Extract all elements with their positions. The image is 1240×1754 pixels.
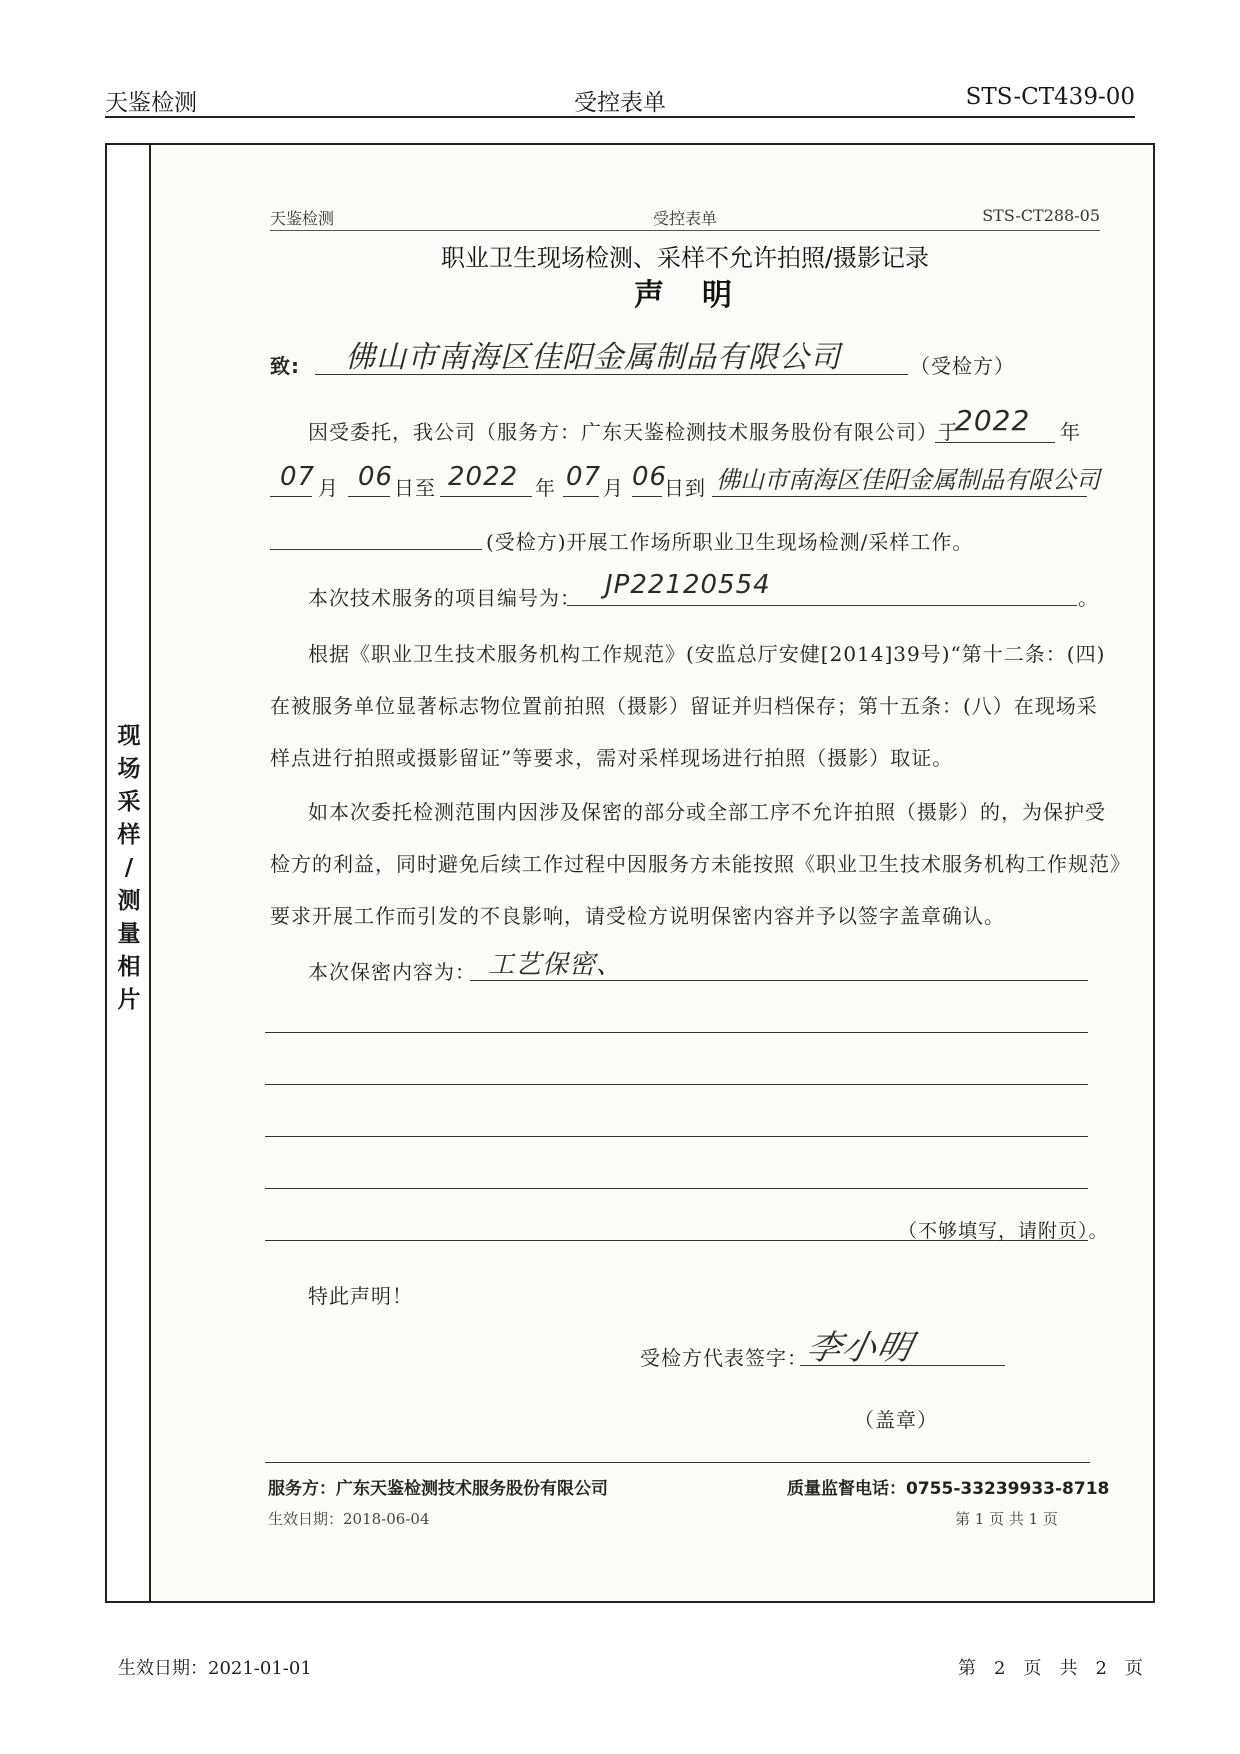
end-day-underline [632,496,662,497]
day-to-label: 日至 [394,476,436,500]
start-day: 06 [358,462,394,492]
start-month: 07 [280,462,316,492]
inner-effective-date: 生效日期：2018-06-04 [268,1510,430,1528]
end-month-underline [563,496,599,497]
project-label: 本次技术服务的项目编号为： [308,586,581,610]
start-day-underline [348,496,390,497]
site-name: 佛山市南海区佳阳金属制品有限公司 [716,466,1100,494]
quality-phone: 质量监督电话：0755-33239933-8718 [787,1479,1110,1499]
start-year-underline [935,442,1055,443]
year-unit-2: 年 [535,476,556,500]
inner-header [270,206,1100,231]
secret-note: （不够填写，请附页）。 [898,1220,1109,1242]
para2-line3: 要求开展工作而引发的不良影响，请受检方说明保密内容并予以签字盖章确认。 [270,904,1005,928]
site-underline [712,496,1087,497]
outer-header-company: 天鉴检测 [105,90,197,116]
end-year: 2022 [448,462,519,492]
para1-line3: 样点进行拍照或摄影留证”等要求，需对采样现场进行拍照（摄影）取证。 [270,746,954,770]
end-month: 07 [566,462,602,492]
inspected-party-name: 佛山市南海区佳阳金属制品有限公司 [345,340,841,375]
outer-header-form-type: 受控表单 [574,90,666,116]
side-label: 现 场 采 样 / 测 量 相 片 [117,723,141,1013]
project-number: JP22120554 [605,570,771,600]
outer-page-number: 第 2 页 共 2 页 [958,1658,1143,1679]
outer-header [105,84,1135,118]
para2-line2: 检方的利益，同时避免后续工作过程中因服务方未能按照《职业卫生技术服务机构工作规范》 [270,852,1131,876]
para2-line1: 如本次委托检测范围内因涉及保密的部分或全部工序不允许拍照（摄影）的，为保护受 [308,800,1106,824]
commission-line3: (受检方)开展工作场所职业卫生现场检测/采样工作。 [486,530,974,554]
to-label: 致: [270,354,300,378]
secret-underline-2 [265,1032,1088,1033]
start-year: 2022 [955,404,1031,437]
secret-label: 本次保密内容为： [308,960,476,984]
service-provider: 服务方：广东天鉴检测技术服务股份有限公司 [268,1479,608,1499]
outer-effective-date: 生效日期：2021-01-01 [118,1658,312,1679]
signature-label: 受检方代表签字： [640,1346,808,1370]
project-underline [567,605,1077,606]
inner-header-form-type: 受控表单 [652,209,717,228]
inner-header-form-code: STS-CT288-05 [982,206,1100,225]
line3-underline [270,549,482,550]
to-suffix: （受检方） [910,354,1015,378]
end-year-underline [440,496,532,497]
para1-line1: 根据《职业卫生技术服务机构工作规范》(安监总厅安健[2014]39号)“第十二条：(四) [308,642,1106,666]
outer-header-form-code: STS-CT439-00 [965,84,1135,110]
document-subtitle: 声 明 [634,278,736,313]
year-unit: 年 [1060,420,1081,444]
secret-underline-4 [265,1136,1088,1137]
secret-underline-5 [265,1188,1088,1189]
project-end: 。 [1078,586,1099,610]
inner-header-company: 天鉴检测 [270,209,335,228]
end-day: 06 [632,462,668,492]
start-month-underline [270,496,312,497]
secret-underline-3 [265,1084,1088,1085]
para1-line2: 在被服务单位显著标志物位置前拍照（摄影）留证并归档保存；第十五条：(八）在现场采 [270,694,1098,718]
inner-footer-rule [265,1462,1090,1463]
day-arrive-label: 日到 [664,476,706,500]
signature: 李小明 [803,1328,917,1368]
inner-page-number: 第 1 页 共 1 页 [955,1510,1058,1528]
declaration: 特此声明！ [308,1284,413,1308]
commission-prefix: 因受委托，我公司（服务方：广东天鉴检测技术服务股份有限公司）于 [308,420,959,444]
document-title: 职业卫生现场检测、采样不允许拍照/摄影记录 [440,244,930,272]
secret-content: 工艺保密、 [488,950,624,980]
month-unit: 月 [318,476,339,500]
stamp-label: （盖章） [854,1408,938,1432]
month-unit-2: 月 [603,476,624,500]
